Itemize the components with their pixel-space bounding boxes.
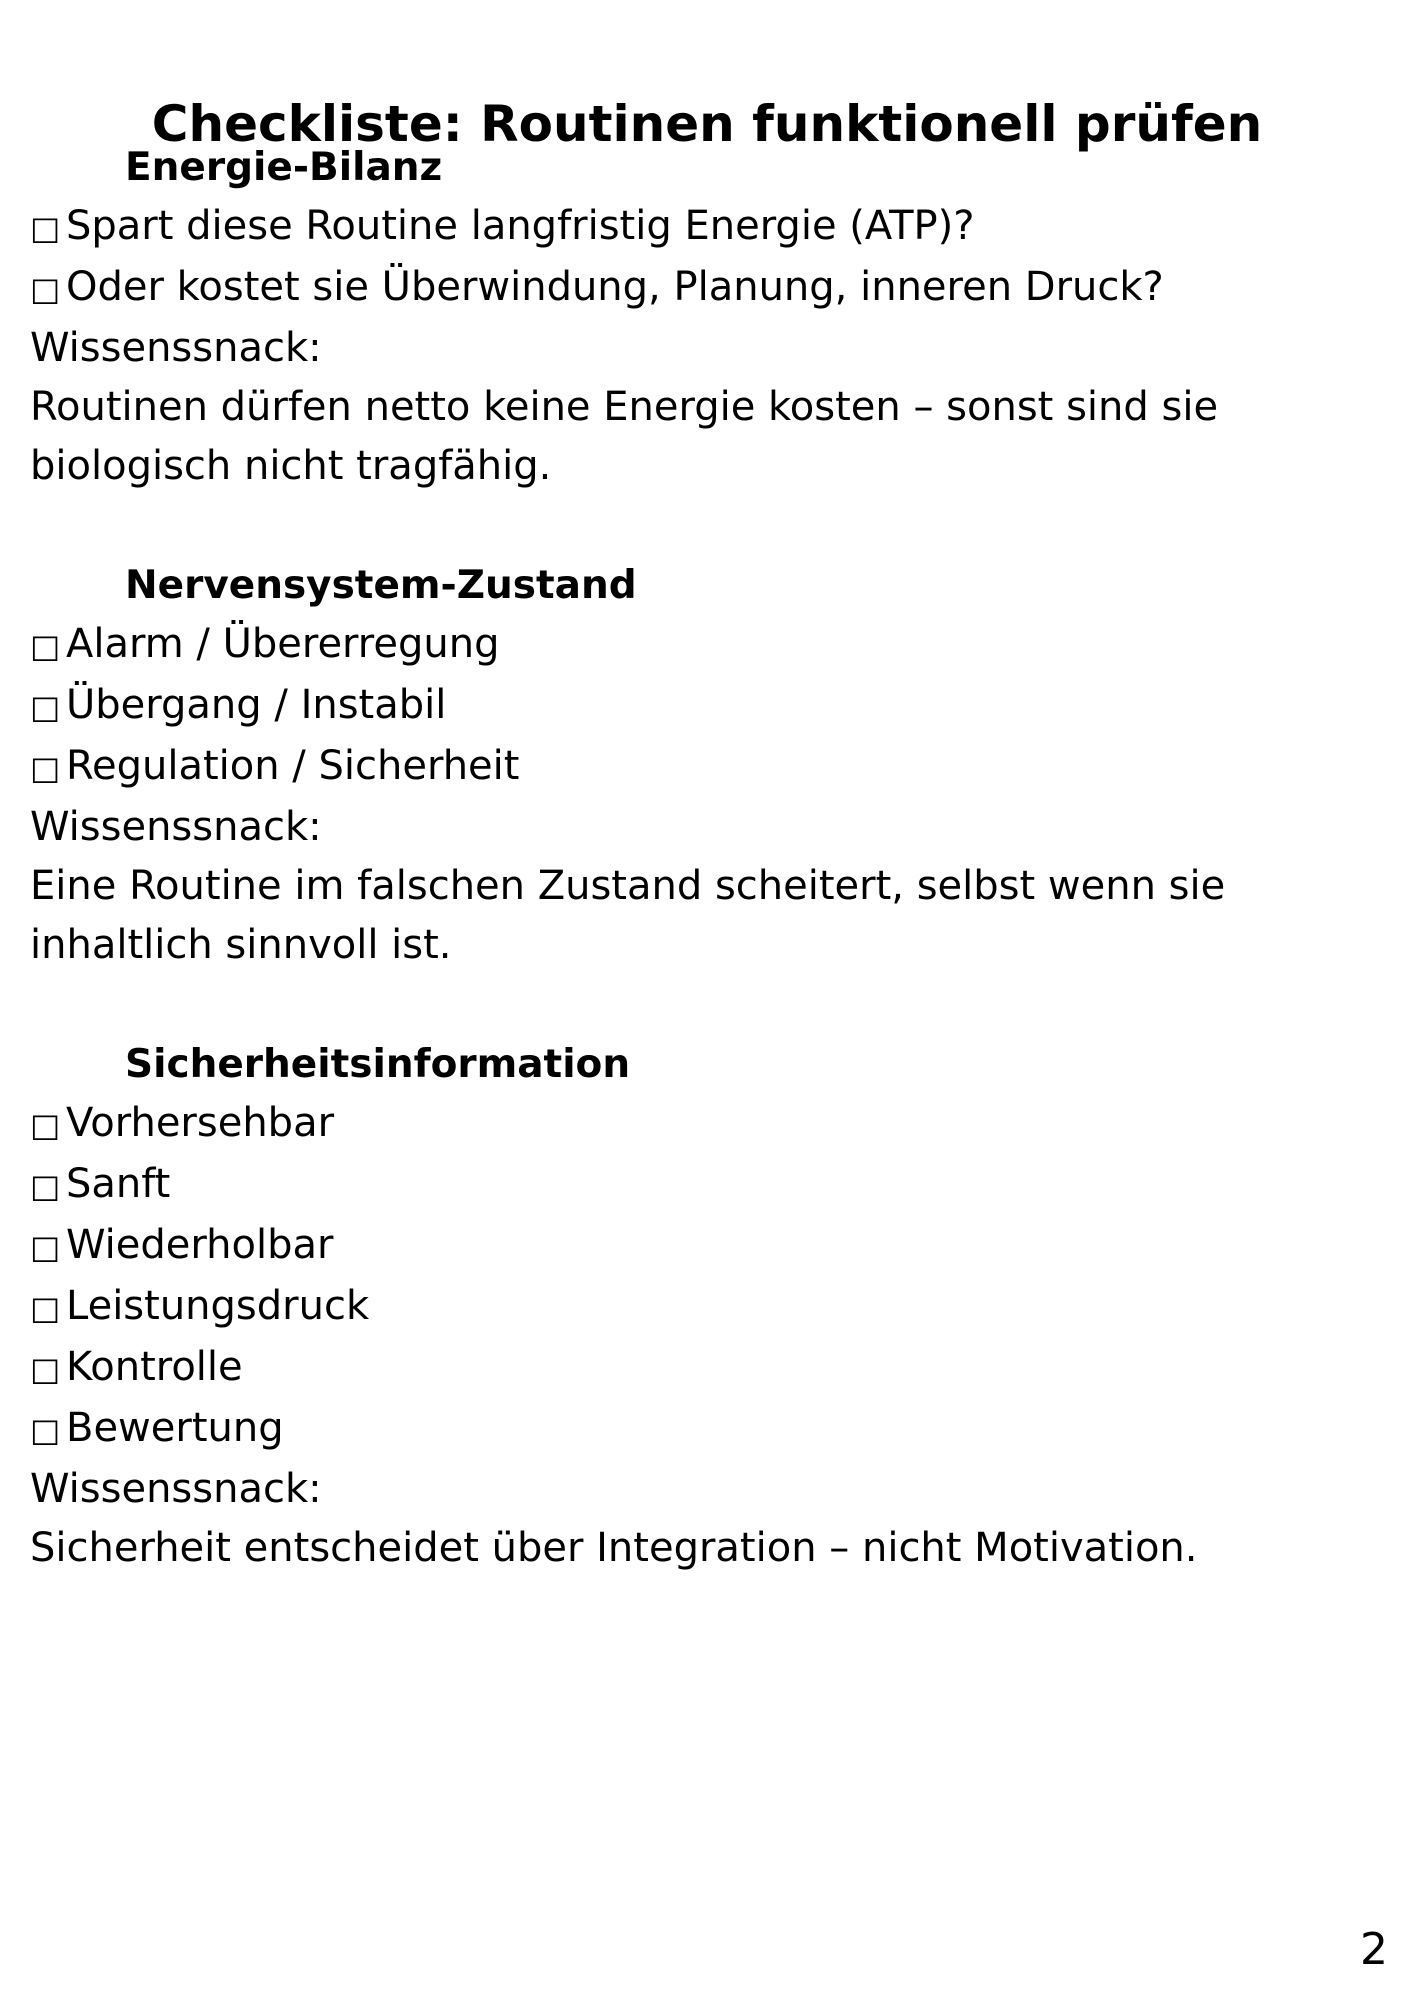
checklist-item-label: Wiederholbar: [66, 1222, 334, 1268]
checklist-item[interactable]: [30, 676, 1370, 737]
section-nervensystem-zustand: [30, 556, 1370, 975]
wissenssnack-text: Routinen dürfen netto keine Energie kosten – sonst sind sie biologisch nicht tragfähig.: [30, 384, 1219, 489]
section-sicherheitsinformation: [30, 1035, 1370, 1578]
checklist-item-label: Spart diese Routine langfristig Energie (ATP)?: [66, 203, 975, 249]
checklist-item[interactable]: [30, 1094, 1370, 1155]
checklist-item-label: Sanft: [66, 1161, 171, 1207]
checkbox-icon[interactable]: □: [30, 627, 61, 665]
section-heading: Nervensystem-Zustand: [125, 563, 637, 608]
section-heading: Sicherheitsinformation: [125, 1042, 631, 1087]
checkbox-icon[interactable]: □: [30, 1350, 61, 1388]
checklist-item[interactable]: [30, 1338, 1370, 1399]
checklist-item[interactable]: [30, 197, 1370, 258]
checklist-item[interactable]: [30, 1277, 1370, 1338]
checklist-item-label: Übergang / Instabil: [66, 682, 447, 728]
checkbox-icon[interactable]: □: [30, 209, 61, 247]
page-title: Checkliste: Routinen funktionell prüfen: [151, 94, 1263, 153]
checkbox-icon[interactable]: □: [30, 1106, 61, 1144]
checklist-item-label: Regulation / Sicherheit: [66, 743, 520, 789]
section-energie-bilanz: [30, 138, 1370, 496]
checklist-item-label: Bewertung: [66, 1405, 284, 1451]
wissenssnack-text: Eine Routine im falschen Zustand scheitert, selbst wenn sie inhaltlich sinnvoll ist.: [30, 863, 1226, 968]
checklist-item[interactable]: [30, 1155, 1370, 1216]
checklist-item[interactable]: [30, 1399, 1370, 1460]
checklist-item-label: Oder kostet sie Überwindung, Planung, inneren Druck?: [66, 264, 1164, 310]
checklist-item-label: Leistungsdruck: [66, 1283, 370, 1329]
checkbox-icon[interactable]: □: [30, 1228, 61, 1266]
checklist-item[interactable]: [30, 1216, 1370, 1277]
page-number: 2: [1360, 1924, 1388, 1975]
checklist-item[interactable]: [30, 737, 1370, 798]
checklist-item[interactable]: [30, 258, 1370, 319]
wissenssnack-text: Sicherheit entscheidet über Integration – nicht Motivation.: [30, 1525, 1198, 1571]
wissenssnack-label: Wissenssnack:: [30, 804, 322, 850]
checklist-item-label: Alarm / Übererregung: [66, 621, 500, 667]
checklist-item[interactable]: [30, 615, 1370, 676]
checkbox-icon[interactable]: □: [30, 688, 61, 726]
section-heading: Energie-Bilanz: [125, 145, 443, 190]
checkbox-icon[interactable]: □: [30, 1289, 61, 1327]
checklist-item-label: Vorhersehbar: [66, 1100, 335, 1146]
checklist-sections: [30, 138, 1370, 1638]
wissenssnack-label: Wissenssnack:: [30, 325, 322, 371]
wissenssnack-label: Wissenssnack:: [30, 1466, 322, 1512]
checklist-item-label: Kontrolle: [66, 1344, 243, 1390]
checkbox-icon[interactable]: □: [30, 749, 61, 787]
checkbox-icon[interactable]: □: [30, 1167, 61, 1205]
checkbox-icon[interactable]: □: [30, 1411, 61, 1449]
checkbox-icon[interactable]: □: [30, 270, 61, 308]
